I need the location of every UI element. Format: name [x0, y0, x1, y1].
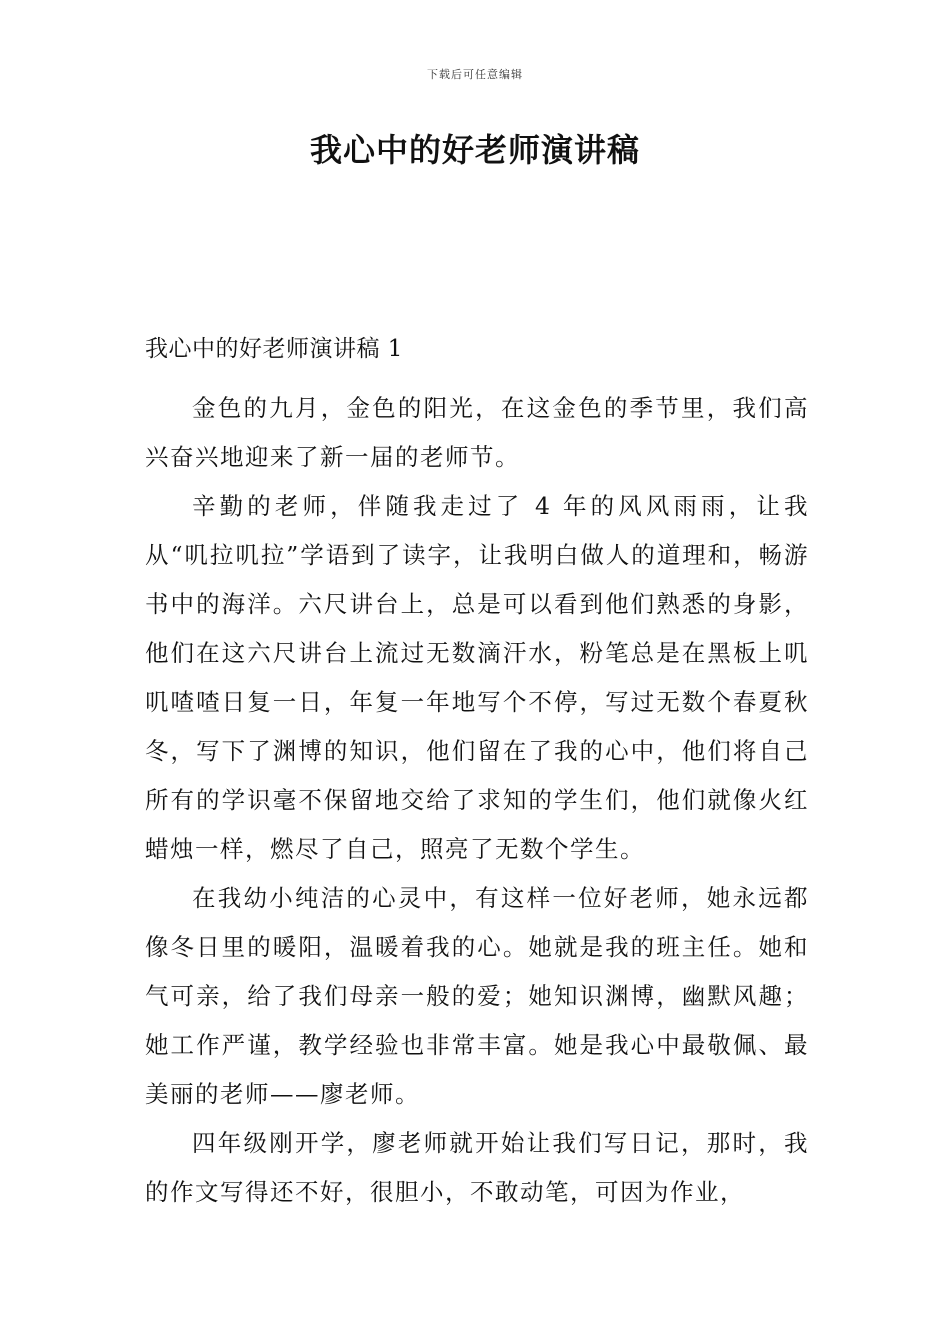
header-note: 下载后可任意编辑	[427, 68, 523, 81]
paragraph-1: 金色的九月，金色的阳光，在这金色的季节里，我们高兴奋兴地迎来了新一届的老师节。	[145, 394, 809, 471]
paragraph-4: 四年级刚开学，廖老师就开始让我们写日记，那时，我的作文写得还不好，很胆小，不敢动笔，可因为作业，	[145, 1129, 809, 1206]
paragraph-3: 在我幼小纯洁的心灵中，有这样一位好老师，她永远都像冬日里的暖阳，温暖着我的心。她就是我的班主任。她和气可亲，给了我们母亲一般的爱；她知识渊博，幽默风趣；她工作严谨，教学经验也非常丰富。她是我心中最敬佩、最美丽的老师——廖老师。	[145, 884, 809, 1108]
paragraph-2: 辛勤的老师，伴随我走过了 4 年的风风雨雨，让我从“叽拉叽拉”学语到了读字，让我明白做人的道理和，畅游书中的海洋。六尺讲台上，总是可以看到他们熟悉的身影，他们在这六尺讲台上流过无数滴汗水，粉笔总是在黑板上叽叽喳喳日复一日，年复一年地写个不停，写过无数个春夏秋冬，写下了渊博的知识，他们留在了我的心中，他们将自己所有的学识毫不保留地交给了求知的学生们，他们就像火红蜡烛一样，燃尽了自己，照亮了无数个学生。	[145, 492, 809, 863]
document-body	[145, 332, 809, 1217]
section-heading: 我心中的好老师演讲稿 1	[145, 336, 403, 362]
document-title: 我心中的好老师演讲稿	[309, 131, 640, 169]
